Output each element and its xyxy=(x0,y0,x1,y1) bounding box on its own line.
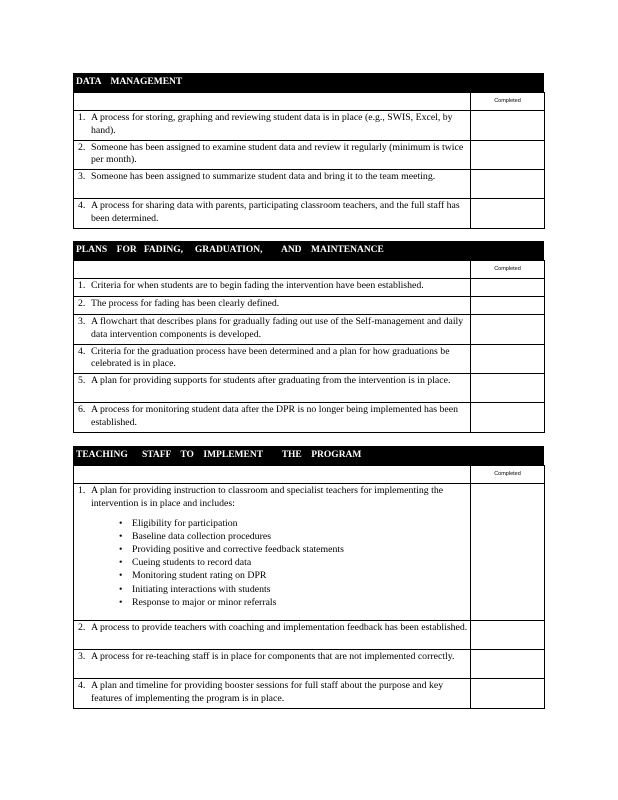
item-cell xyxy=(74,111,471,141)
completed-checkbox-cell[interactable] xyxy=(471,484,545,621)
sub-item-text: Cueing students to record data xyxy=(132,557,252,569)
sub-item-text: Monitoring student rating on DPR xyxy=(132,570,267,582)
table-row xyxy=(74,403,545,433)
section-data-management xyxy=(73,73,544,229)
table-row xyxy=(74,650,545,679)
item-cell xyxy=(74,279,471,297)
item-cell xyxy=(74,650,471,679)
completed-checkbox-cell[interactable] xyxy=(471,315,545,345)
table-header-row xyxy=(74,93,545,111)
bullet-icon: • xyxy=(119,544,123,555)
table-row xyxy=(74,297,545,315)
completed-checkbox-cell[interactable] xyxy=(471,140,545,170)
completed-checkbox-cell[interactable] xyxy=(471,650,545,679)
item-text: A process for sharing data with parents, participating classroom teachers, and the full staff has been determined. xyxy=(91,200,460,224)
bullet-icon: • xyxy=(119,557,123,569)
table-row xyxy=(74,111,545,141)
item-cell xyxy=(74,199,471,229)
section-teaching-staff xyxy=(73,446,544,709)
item-cell xyxy=(74,403,471,433)
item-number: 3. xyxy=(78,651,86,662)
table-row xyxy=(74,315,545,345)
list-item xyxy=(119,556,468,569)
item-text: A plan for providing supports for students after graduating from the intervention is in place. xyxy=(91,375,451,387)
item-cell xyxy=(74,621,471,650)
completed-checkbox-cell[interactable] xyxy=(471,170,545,199)
item-text: A process for re-teaching staff is in place for components that are not implemented correctly. xyxy=(91,651,455,662)
item-header-cell xyxy=(74,261,471,279)
sub-item-list xyxy=(91,517,468,609)
table-row xyxy=(74,170,545,199)
section-plans-for-fading xyxy=(73,241,544,433)
list-item xyxy=(119,530,468,543)
item-cell xyxy=(74,297,471,315)
item-number: 1. xyxy=(78,280,86,291)
table-row xyxy=(74,199,545,229)
item-number: 1. xyxy=(78,112,86,123)
item-number: 2. xyxy=(78,141,86,153)
section-title: TEACHING STAFF TO IMPLEMENT THE PROGRAM xyxy=(73,446,544,465)
table-row xyxy=(74,279,545,297)
item-cell xyxy=(74,484,471,621)
list-item xyxy=(119,517,468,530)
completed-checkbox-cell[interactable] xyxy=(471,679,545,709)
item-text: The process for fading has been clearly defined. xyxy=(91,298,280,309)
table-header-row xyxy=(74,466,545,484)
completed-label: Completed xyxy=(494,471,521,477)
bullet-icon: • xyxy=(119,517,123,529)
item-number: 3. xyxy=(78,171,86,183)
section-title: DATA MANAGEMENT xyxy=(73,73,544,92)
completed-label: Completed xyxy=(494,98,521,104)
bullet-icon: • xyxy=(119,583,123,595)
completed-header-cell xyxy=(471,261,545,279)
item-header-cell xyxy=(74,466,471,484)
section-title: PLANS FOR FADING, GRADUATION, AND MAINTENANCE xyxy=(73,241,544,260)
list-item xyxy=(119,596,468,609)
table-row xyxy=(74,679,545,709)
completed-checkbox-cell[interactable] xyxy=(471,621,545,650)
completed-checkbox-cell[interactable] xyxy=(471,374,545,403)
item-cell xyxy=(74,374,471,403)
list-item xyxy=(119,569,468,582)
bullet-icon: • xyxy=(119,530,123,542)
item-number: 6. xyxy=(78,404,86,416)
item-number: 5. xyxy=(78,375,86,387)
completed-checkbox-cell[interactable] xyxy=(471,344,545,374)
item-text: A process to provide teachers with coaching and implementation feedback has been established. xyxy=(91,622,468,633)
item-text: A plan and timeline for providing booster sessions for full staff about the purpose and key features of implementing the program is in place. xyxy=(91,680,444,704)
table-row xyxy=(74,140,545,170)
completed-header-cell xyxy=(471,466,545,484)
item-cell xyxy=(74,315,471,345)
item-number: 4. xyxy=(78,345,86,357)
bullet-icon: • xyxy=(119,596,123,608)
table-row xyxy=(74,621,545,650)
bullet-icon: • xyxy=(119,570,123,582)
completed-checkbox-cell[interactable] xyxy=(471,297,545,315)
table-row xyxy=(74,374,545,403)
completed-checkbox-cell[interactable] xyxy=(471,279,545,297)
table-row xyxy=(74,484,545,621)
item-number: 2. xyxy=(78,298,86,309)
completed-checkbox-cell[interactable] xyxy=(471,199,545,229)
item-cell xyxy=(74,344,471,374)
item-text: Criteria for the graduation process have been determined and a plan for how graduations be celebrated is in place. xyxy=(91,345,450,370)
item-text: A process for monitoring student data after the DPR is no longer being implemented has been established. xyxy=(91,404,459,428)
item-number: 1. xyxy=(78,485,86,496)
sub-item-text: Initiating interactions with students xyxy=(132,583,271,595)
item-text: A plan for providing instruction to classroom and specialist teachers for implementing the intervention is in place and includes: xyxy=(91,485,444,509)
item-text: Criteria for when students are to begin fading the intervention have been established. xyxy=(91,280,424,291)
list-item xyxy=(119,543,468,556)
completed-header-cell xyxy=(471,93,545,111)
list-item xyxy=(119,583,468,596)
item-number: 4. xyxy=(78,200,86,212)
item-text: Someone has been assigned to examine student data and review it regularly (minimum is twice per month). xyxy=(91,141,464,166)
completed-checkbox-cell[interactable] xyxy=(471,111,545,141)
item-text: A process for storing, graphing and reviewing student data is in place (e.g., SWIS, Excel, by hand). xyxy=(91,112,453,136)
item-cell xyxy=(74,170,471,199)
checklist-table xyxy=(73,465,545,709)
sub-item-text: Providing positive and corrective feedback statements xyxy=(132,544,344,555)
sub-item-text: Response to major or minor referrals xyxy=(132,596,277,608)
sub-item-text: Baseline data collection procedures xyxy=(132,530,272,542)
completed-label: Completed xyxy=(494,266,521,272)
completed-checkbox-cell[interactable] xyxy=(471,403,545,433)
checklist-table xyxy=(73,260,545,433)
item-text: Someone has been assigned to summarize student data and bring it to the team meeting. xyxy=(91,171,436,183)
sub-item-text: Eligibility for participation xyxy=(132,517,238,529)
item-number: 4. xyxy=(78,680,86,691)
item-text: A flowchart that describes plans for gradually fading out use of the Self-management and daily data intervention components is developed. xyxy=(91,316,464,340)
table-header-row xyxy=(74,261,545,279)
checklist-table xyxy=(73,92,545,229)
item-header-cell xyxy=(74,93,471,111)
item-cell xyxy=(74,679,471,709)
item-cell xyxy=(74,140,471,170)
table-row xyxy=(74,344,545,374)
item-number: 3. xyxy=(78,316,86,327)
item-number: 2. xyxy=(78,622,86,633)
